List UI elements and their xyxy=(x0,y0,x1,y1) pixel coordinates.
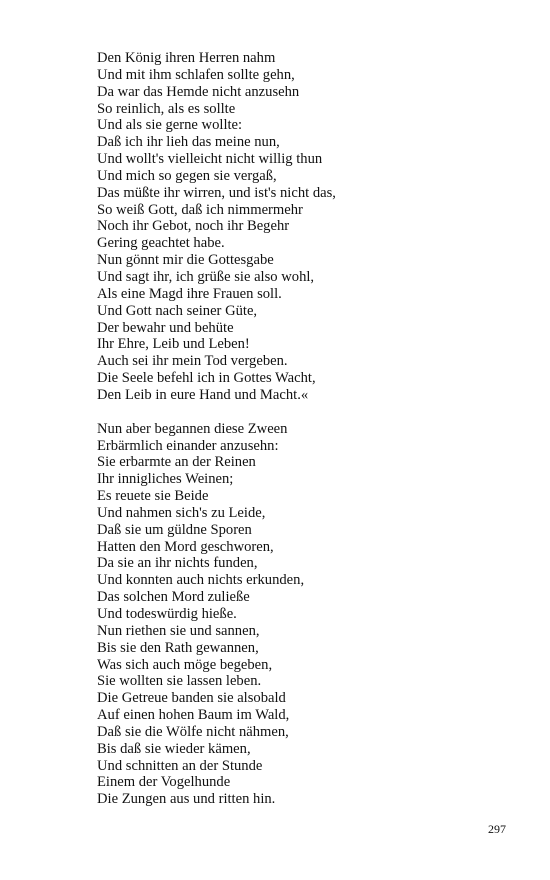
poem-line: Die Getreue banden sie alsobald xyxy=(97,690,286,707)
poem-line: Und mich so gegen sie vergaß, xyxy=(97,167,277,184)
poem-line: Das solchen Mord zuließe xyxy=(97,589,250,606)
poem-line: Nun gönnt mir die Gottesgabe xyxy=(97,252,274,269)
poem-line: So weiß Gott, daß ich nimmermehr xyxy=(97,201,303,218)
poem-line: Noch ihr Gebot, noch ihr Begehr xyxy=(97,218,290,235)
poem-line: Bis daß sie wieder kämen, xyxy=(97,740,251,757)
poem-line: Hatten den Mord geschworen, xyxy=(97,538,274,555)
poem-line: Auch sei ihr mein Tod vergeben. xyxy=(97,353,288,370)
poem-line: Auf einen hohen Baum im Wald, xyxy=(97,707,290,724)
poem-line: Und sagt ihr, ich grüße sie also wohl, xyxy=(97,268,315,285)
poem-line: Nun aber begannen diese Zween xyxy=(97,420,288,437)
poem-line: Und mit ihm schlafen sollte gehn, xyxy=(97,66,295,83)
poem-line: Die Zungen aus und ritten hin. xyxy=(97,791,276,808)
poem-line: Da war das Hemde nicht anzusehn xyxy=(97,83,300,100)
poem-line: Und als sie gerne wollte: xyxy=(97,117,243,134)
poem-line: Ihr innigliches Weinen; xyxy=(97,471,234,488)
poem-line: Erbärmlich einander anzusehn: xyxy=(97,437,279,454)
poem-line: Und nahmen sich's zu Leide, xyxy=(97,504,266,521)
poem-line: Das müßte ihr wirren, und ist's nicht das, xyxy=(97,184,336,201)
stanza xyxy=(97,421,497,808)
poem-line: Sie erbarmte an der Reinen xyxy=(97,454,256,471)
poem-line: Es reuete sie Beide xyxy=(97,488,209,505)
poem-line: Da sie an ihr nichts funden, xyxy=(97,555,258,572)
poem-line: Den König ihren Herren nahm xyxy=(97,50,276,66)
poem-line: Und schnitten an der Stunde xyxy=(97,757,263,774)
page-number: 297 xyxy=(488,822,506,836)
poem-line: Daß sie um güldne Sporen xyxy=(97,521,252,538)
poem-line: Einem der Vogelhunde xyxy=(97,774,231,791)
poem-line: Den Leib in eure Hand und Macht.« xyxy=(97,386,309,403)
poem-line: Bis sie den Rath gewannen, xyxy=(97,639,259,656)
poem-line: Daß sie die Wölfe nicht nähmen, xyxy=(97,723,289,740)
poem-line: Sie wollten sie lassen leben. xyxy=(97,673,262,690)
poem-line: Gering geachtet habe. xyxy=(97,235,225,252)
poem-line: Nun riethen sie und sannen, xyxy=(97,622,260,639)
poem-line: Daß ich ihr lieh das meine nun, xyxy=(97,134,280,151)
poem-line: Ihr Ehre, Leib und Leben! xyxy=(97,336,250,353)
poem-line: Und wollt's vielleicht nicht willig thun xyxy=(97,151,323,168)
poem-line: Und konnten auch nichts erkunden, xyxy=(97,572,305,589)
stanza xyxy=(97,50,497,404)
poem-line: Die Seele befehl ich in Gottes Wacht, xyxy=(97,370,316,387)
poem-line: Und Gott nach seiner Güte, xyxy=(97,302,258,319)
poem-line: So reinlich, als es sollte xyxy=(97,100,236,117)
poem-line: Und todeswürdig hieße. xyxy=(97,606,237,622)
poem-line: Was sich auch möge begeben, xyxy=(97,656,273,673)
poem-line: Der bewahr und behüte xyxy=(97,319,234,336)
poem-line: Als eine Magd ihre Frauen soll. xyxy=(97,285,282,302)
poem-text xyxy=(97,50,497,808)
